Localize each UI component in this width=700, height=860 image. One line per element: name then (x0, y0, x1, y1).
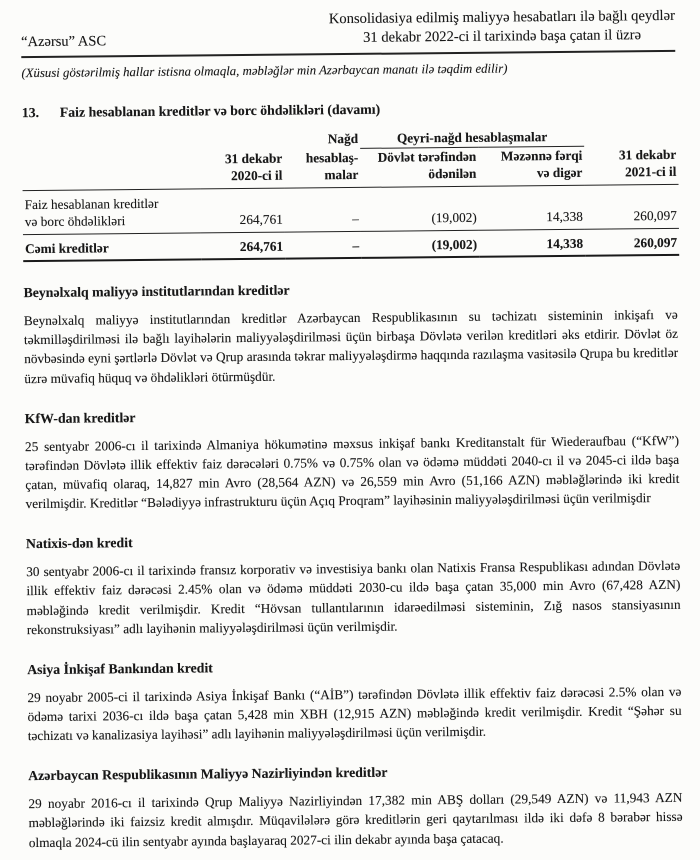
note-heading-adb: Asiya İnkişaf Bankından kredit (27, 660, 213, 677)
note-body-kfw: 25 sentyabr 2006-cı il tarixində Almaniya hökumətinə məxsus inkişaf bankı Kreditanstalt für Wiederaufbau (“KfW”) tərəfindən Dövlətə illik effektiv faiz dərəcələri 0.75% və 0.75% olan və ödəmə müddəti 2040-cı il və 2045-ci ildə başa çatan, müvafiq olaraq, 14,827 min Avro (28,564 AZN) və 26,559 min Avro (51,166 AZN) məbləğlərində iki kredit verilmişdir. Kreditlər “Bələdiyyə infrastrukturu üçün Açıq Proqram” layihəsinin maliyyələşdirilməsi üçün verilmişdir (24, 432, 680, 512)
cell-total-fx-other: 14,338 (479, 229, 585, 257)
table-header-row (22, 145, 678, 191)
note-13-heading (22, 98, 676, 120)
cell-total-dec2021: 260,097 (585, 228, 679, 256)
company-name: “Azərsu” ASC (21, 32, 107, 50)
note-heading-intl: Beynəlxalq maliyyə institutlarından kreditlər (23, 282, 290, 301)
measurement-note: (Xüsusi göstərilmiş hallar istisna olmaqla, məbləğlər min Azərbaycan manatı ilə təqdim edilir) (21, 60, 508, 80)
note-body-natixis: 30 sentyabr 2006-cı il tarixində fransız korporativ və investisiya bankı olan Natixis Fransa Respublikası adından Dövlətə illik effektiv faiz dərəcəsi 2.45% olan və ödəmə müddəti 2030-cu ildə başa çatan 35,000 min Avro (67,428 AZN) məbləğində kredit verilmişdir. Kredit “Hövsan tullantılarının idarəedilməsi sisteminin, Zığ nasos stansiyasının rekonstruksiyası” adlı layihənin maliyyələşdirilməsi üçün verilmişdir. (26, 558, 681, 637)
col-header-cash: hesablaş- malar (284, 149, 360, 189)
note-adb (27, 656, 682, 746)
col-header-dec2020: 31 dekabr 2020-ci il (200, 149, 284, 189)
col-header-cash-line1: Nağd (327, 130, 359, 147)
table-row-loans (23, 185, 679, 235)
col-header-fx-other: Məzənnə fərqi və digər (478, 146, 584, 186)
cell-dec2020: 264,761 (201, 188, 285, 232)
note-body-finance-ministry: 29 noyabr 2016-cı il tarixində Qrup Maliyyə Nazirliyindən 17,382 min ABŞ dolları (29,549 AZN) və 11,943 AZN məbləğlərində iki faizsiz kredit almışdır. Müqavilələrə görə kreditlərin geri qaytarılması ildə iki dəfə 8 bərabər hissə olmaqla 2024-cü ilin sentyabr ayında başlayaraq 2027-ci ilin dekabr ayında başa çatacaq. (28, 790, 683, 850)
row-label-total: Cəmi kreditlər (23, 232, 201, 261)
note-body-adb: 29 noyabr 2005-ci il tarixində Asiya İnkişaf Bankı (“AİB”) tərəfindən Dövlətə illik effektiv faiz dərəcəsi 2.5% olan və ödəmə tarixi 2036-cı ildə başa çatan 5,428 min XBH (12,915 AZN) məbləğində kredit verilmişdir. Kredit “Şəhər su təchizatı və kanalizasiya layihəsi” adlı layihənin maliyyələşdirilməsi üçün verilmişdir. (27, 683, 682, 744)
report-title-line2: 31 dekabr 2022-ci il tarixində başa çatan il üzrə (362, 27, 642, 47)
note-finance-ministry (28, 762, 683, 852)
cell-dec2021: 260,097 (585, 185, 679, 229)
report-title (329, 7, 675, 49)
note-title: Faiz hesablanan kreditlər və borc öhdəlikləri (davamı) (59, 101, 381, 120)
note-heading-finance-ministry: Azərbaycan Respublikasının Maliyyə Nazirliyindən kreditlər (28, 764, 388, 784)
note-natixis (26, 530, 681, 639)
cell-total-state-paid: (19,002) (361, 230, 479, 258)
report-title-line1: Konsolidasiya edilmiş maliyyə hesabatları ilə bağlı qeydlər (328, 7, 675, 28)
table-row-total (23, 228, 679, 261)
col-header-state-paid: Dövlət tərəfindən ödənilən (360, 147, 478, 187)
cell-cash: – (285, 188, 361, 232)
cell-total-dec2020: 264,761 (201, 232, 285, 260)
note-heading-natixis: Natixis-dən kredit (25, 535, 133, 552)
cell-state-paid: (19,002) (361, 187, 479, 231)
note-body-intl: Beynəlxalq maliyyə institutlarından kreditlər Azərbaycan Respublikasının su təchizatı sisteminin inkişafı və təkmilləşdirilməsi ilə bağlı layihələrin maliyyələşdirilməsi üçün birbaşa Dövlətə verilən kreditləri əks etdirir. Dövlət öz növbəsində eyni şərtlərlə Dövlət və Qrup arasında təkrar maliyyələşdirmə haqqında razılaşma vasitəsilə Qrupa bu kreditlər üzrə müvafiq hüquq və öhdəlikləri ötürmüşdür. (23, 307, 679, 386)
note-kfw (25, 405, 680, 514)
note-number: 13. (21, 104, 40, 120)
note-intl-institutions (23, 279, 678, 388)
cell-total-cash: – (285, 231, 361, 259)
col-group-noncash: Qeyri-nağd hesablaşmalar (360, 127, 584, 148)
note-heading-kfw: KfW-dan kreditlər (24, 409, 136, 426)
cell-fx-other: 14,338 (479, 186, 585, 230)
running-header (21, 7, 675, 58)
col-header-dec2021: 31 dekabr 2021-ci il (584, 145, 678, 185)
row-label: Faiz hesablanan kreditlər və borc öhdəlikləri (23, 189, 201, 234)
loans-movement-table (22, 126, 679, 262)
